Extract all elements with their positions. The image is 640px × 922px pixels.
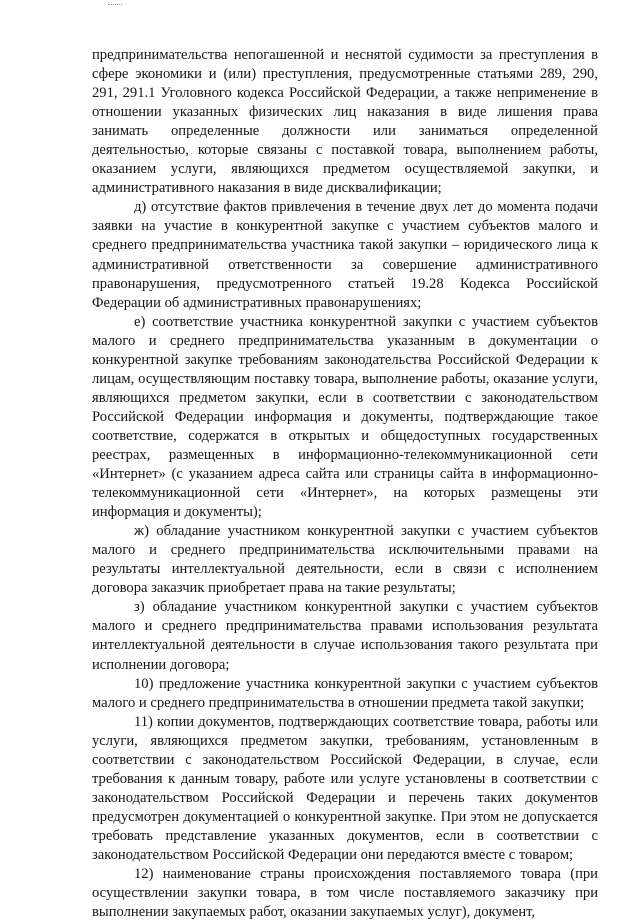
paragraph-item-e: е) соответствие участника конкурентной закупки с участием субъектов малого и среднего предпринимательства указанным в документации о конкурентной закупке требованиям законодательства Российской Федерации к лицам, осуществляющим поставку товара, выполнение работы, оказание услуги, являющихся предметом закупки, если в соответствии с законодательством Российской Федерации информация и документы, подтверждающие такое соответствие, содержатся в открытых и общедоступных государственных реестрах, размещенных в информационно-телекоммуникационной сети «Интернет» (с указанием адреса сайта или страницы сайта в информационно-телекоммуникационной сети «Интернет», на которых размещены эти информация и документы); [92,313,598,521]
scan-mark [108,4,122,7]
paragraph-item-d: д) отсутствие фактов привлечения в течение двух лет до момента подачи заявки на участие в конкурентной закупке с участием субъектов малого и среднего предпринимательства участника такой закупки – юридического лица к административной ответственности за совершение административного правонарушения, предусмотренного статьей 19.28 Кодекса Российской Федерации об административных правонарушениях; [92,199,598,311]
paragraph-item-z: з) обладание участником конкурентной закупки с участием субъектов малого и среднего предпринимательства правами использования результата интеллектуальной деятельности в случае использования такого результата при исполнении договора; [92,599,598,673]
document-text [92,46,598,922]
paragraph-item-11: 11) копии документов, подтверждающих соответствие товара, работы или услуги, являющихся предметом закупки, требованиям, установленным в соответствии с законодательством Российской Федерации, в случае, если требования к данным товару, работе или услуге установлены в соответствии с законодательством Российской Федерации и перечень таких документов предусмотрен документацией о конкурентной закупке. При этом не допускается требовать представление указанных документов, если в соответствии с законодательством Российской Федерации они передаются вместе с товаром; [92,713,598,863]
paragraph-item-12: 12) наименование страны происхождения поставляемого товара (при осуществлении закупки товара, в том числе поставляемого заказчику при выполнении закупаемых работ, оказании закупаемых услуг), документ, [92,866,598,921]
paragraph-item-10: 10) предложение участника конкурентной закупки с участием субъектов малого и среднего предпринимательства в отношении предмета такой закупки; [92,675,598,711]
paragraph-item-zh: ж) обладание участником конкурентной закупки с участием субъектов малого и среднего предпринимательства исключительными правами на результаты интеллектуальной деятельности, если в связи с исполнением договора заказчик приобретает права на такие результаты; [92,523,598,597]
paragraph-continuation: предпринимательства непогашенной и неснятой судимости за преступления в сфере экономики и (или) преступления, предусмотренные статьями 289, 290, 291, 291.1 Уголовного кодекса Российской Федерации, а также неприменение в отношении указанных физических лиц наказания в виде лишения права занимать определенные должности или заниматься определенной деятельностью, которые связаны с поставкой товара, выполнением работы, оказанием услуги, являющихся предметом осуществляемой закупки, и административного наказания в виде дисквалификации; [92,47,598,197]
